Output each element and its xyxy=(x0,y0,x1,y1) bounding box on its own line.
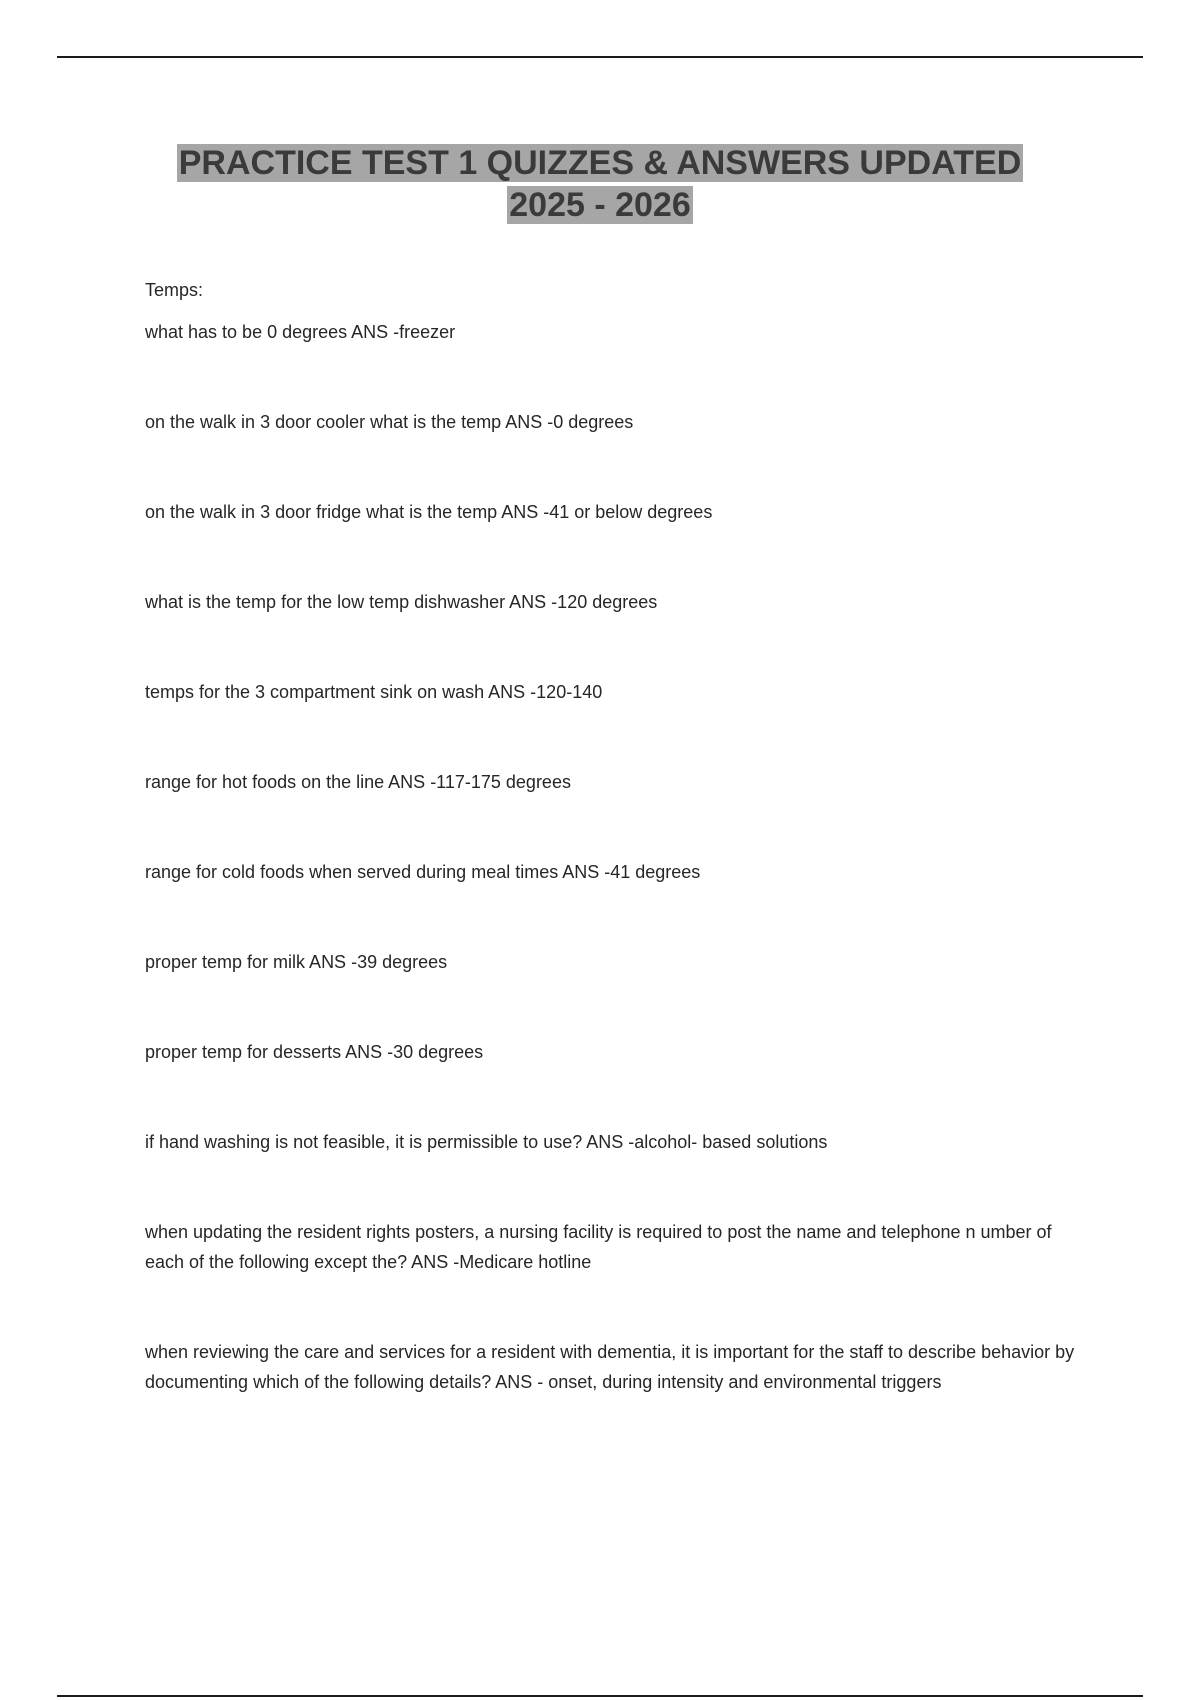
qa-item-12: when reviewing the care and services for a resident with dementia, it is important for the staff to describe behavior by documenting which of the following details? ANS - onset, during intensity and environmental triggers xyxy=(145,1342,1075,1392)
title-line-1: PRACTICE TEST 1 QUIZZES & ANSWERS UPDATED xyxy=(178,144,1022,182)
top-divider xyxy=(57,56,1143,58)
qa-item-9: proper temp for desserts ANS -30 degrees xyxy=(145,1042,484,1062)
qa-item-11: when updating the resident rights posters, a nursing facility is required to post the name and telephone n umber of each of the following except the? ANS -Medicare hotline xyxy=(145,1222,1052,1272)
qa-item-7: range for cold foods when served during meal times ANS -41 degrees xyxy=(145,862,701,882)
qa-item-1: what has to be 0 degrees ANS -freezer xyxy=(145,322,456,342)
title-line-2: 2025 - 2026 xyxy=(509,186,691,224)
bottom-divider xyxy=(57,1695,1143,1697)
document-title xyxy=(100,142,1100,226)
qa-item-4: what is the temp for the low temp dishwasher ANS -120 degrees xyxy=(145,592,658,612)
qa-item-6: range for hot foods on the line ANS -117-175 degrees xyxy=(145,772,571,792)
qa-item-3: on the walk in 3 door fridge what is the temp ANS -41 or below degrees xyxy=(145,502,713,522)
section-label: Temps: xyxy=(145,280,204,300)
document-body xyxy=(145,275,1085,1397)
qa-item-2: on the walk in 3 door cooler what is the temp ANS -0 degrees xyxy=(145,412,634,432)
qa-item-5: temps for the 3 compartment sink on wash ANS -120-140 xyxy=(145,682,603,702)
qa-item-10: if hand washing is not feasible, it is permissible to use? ANS -alcohol- based solutions xyxy=(145,1132,828,1152)
qa-item-8: proper temp for milk ANS -39 degrees xyxy=(145,952,448,972)
